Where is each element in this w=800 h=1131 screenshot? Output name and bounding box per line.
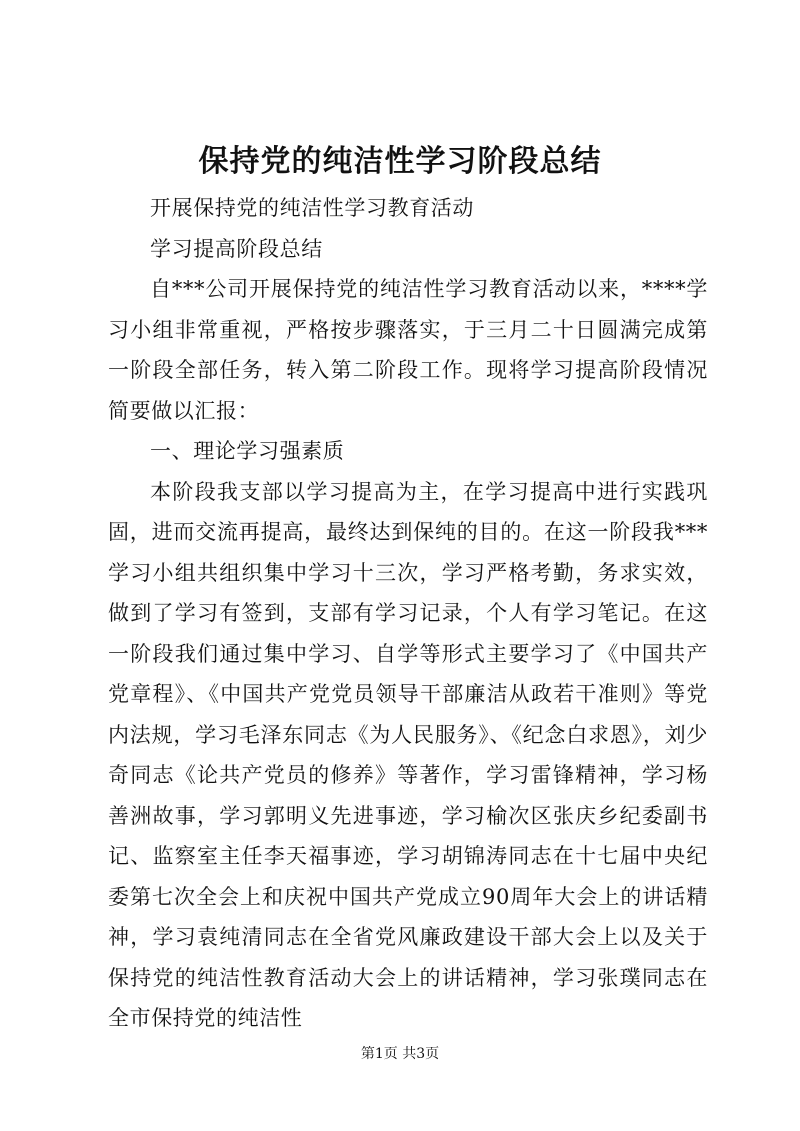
intro-paragraph: 自***公司开展保持党的纯洁性学习教育活动以来，****学习小组非常重视，严格按步骤落实，于三月二十日圆满完成第一阶段全部任务，转入第二阶段工作。现将学习提高阶段情况简要做以汇报： bbox=[108, 277, 708, 423]
document-body bbox=[108, 188, 708, 1039]
body-paragraph: 本阶段我支部以学习提高为主，在学习提高中进行实践巩固，进而交流再提高，最终达到保纯的目的。在这一阶段我***学习小组共组织集中学习十三次，学习严格考勤，务求实效，做到了学习有签到，支部有学习记录，个人有学习笔记。在这一阶段我们通过集中学习、自学等形式主要学习了《中国共产党章程》、《中国共产党党员领导干部廉洁从政若干准则》等党内法规，学习毛泽东同志《为人民服务》、《纪念白求恩》，刘少奇同志《论共产党员的修养》等著作，学习雷锋精神，学习杨善洲故事，学习郭明义先进事迹，学习榆次区张庆乡纪委副书记、监察室主任李天福事迹，学习胡锦涛同志在十七届中央纪委第七次全会上和庆祝中国共产党成立90周年大会上的讲话精神，学习袁纯清同志在全省党风廉政建设干部大会上以及关于保持党的纯洁性教育活动大会上的讲话精神，学习张璞同志在全市保持党的纯洁性 bbox=[108, 479, 708, 1030]
subtitle-line-2: 学习提高阶段总结 bbox=[150, 236, 323, 261]
page-footer: 第1页 共3页 bbox=[360, 1046, 440, 1062]
section-heading: 一、理论学习强素质 bbox=[150, 439, 345, 463]
document-title: 保持党的纯洁性学习阶段总结 bbox=[198, 144, 602, 179]
subtitle-line-1: 开展保持党的纯洁性学习教育活动 bbox=[150, 196, 474, 220]
